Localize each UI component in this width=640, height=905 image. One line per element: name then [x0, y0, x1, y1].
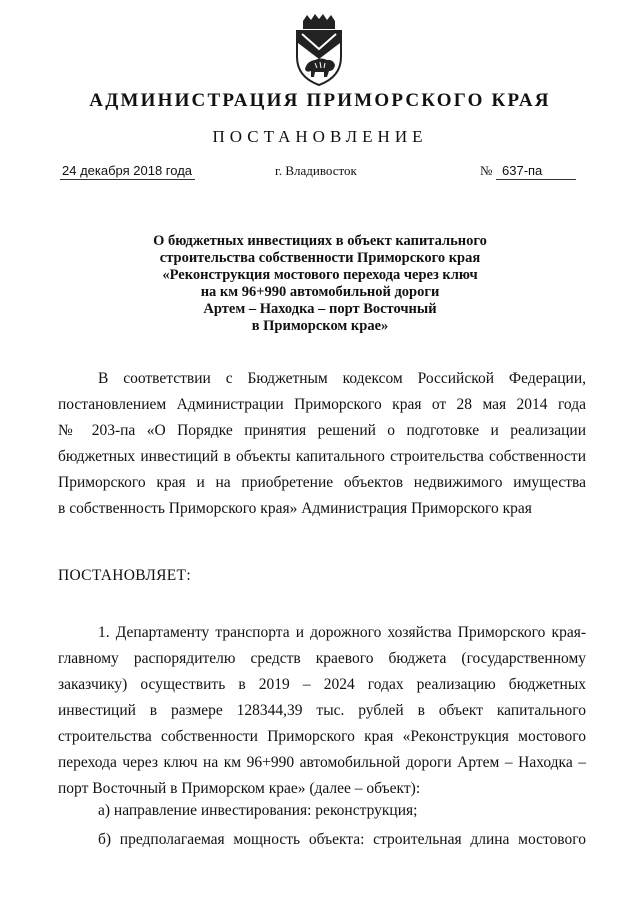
paragraph-line: заказчику) осуществить в 2019 – 2024 годах реализацию бюджетных	[58, 676, 586, 693]
date-underline	[60, 179, 195, 180]
coat-of-arms-tiger-icon	[289, 13, 349, 87]
title-line: строительства собственности Приморского края	[159, 250, 481, 266]
subitem-a: а) направление инвестирования: реконструкция;	[98, 802, 418, 819]
document-date	[62, 163, 192, 178]
paragraph-line: № 203-па «О Порядке принятия решений о подготовке и реализации	[58, 422, 586, 439]
paragraph-line: в собственность Приморского края» Администрация Приморского края	[58, 500, 532, 517]
paragraph-line: главному распорядителю средств краевого бюджета (государственному	[58, 650, 586, 667]
paragraph-line: перехода через ключ на км 96+990 автомобильной дороги Артем – Находка –	[58, 754, 586, 771]
paragraph-line: инвестиций в размере 128344,39 тыс. рублей в объект капитального	[58, 702, 586, 719]
paragraph-line: б) предполагаемая мощность объекта: строительная длина мостового	[98, 831, 586, 848]
subitem-b	[98, 827, 586, 853]
document-number: 637-па	[502, 163, 543, 178]
document-city: г. Владивосток	[275, 163, 357, 178]
paragraph-line: порт Восточный в Приморском крае» (далее – объект):	[58, 780, 421, 797]
paragraph-line: постановлением Администрации Приморского края от 28 мая 2014 года	[58, 396, 586, 413]
title-line: в Приморском крае»	[251, 318, 389, 334]
number-underline	[496, 179, 576, 180]
document-date-text: 24 декабря 2018 года	[62, 163, 193, 178]
preamble-paragraph	[58, 366, 586, 522]
paragraph-line: Приморского края и на приобретение объектов недвижимого имущества	[58, 474, 586, 491]
paragraph-line: строительства собственности Приморского края «Реконструкция мостового	[58, 728, 586, 745]
organization-name: АДМИНИСТРАЦИЯ ПРИМОРСКОГО КРАЯ	[89, 90, 551, 111]
item-1-paragraph	[58, 620, 586, 802]
title-line: Артем – Находка – порт Восточный	[203, 301, 437, 317]
paragraph-line: В соответствии с Бюджетным кодексом Российской Федерации,	[98, 370, 586, 387]
title-line: на км 96+990 автомобильной дороги	[200, 284, 440, 300]
document-title	[90, 233, 550, 335]
paragraph-line: бюджетных инвестиций в объекты капитального строительства собственности	[58, 448, 586, 465]
paragraph-line: 1. Департаменту транспорта и дорожного хозяйства Приморского края-	[98, 624, 586, 641]
resolve-heading: ПОСТАНОВЛЯЕТ:	[58, 567, 191, 584]
title-line: «Реконструкция мостового перехода через ключ	[162, 267, 478, 283]
title-line: О бюджетных инвестициях в объект капитального	[153, 233, 487, 249]
document-type: ПОСТАНОВЛЕНИЕ	[212, 127, 428, 146]
number-label: №	[480, 163, 493, 178]
